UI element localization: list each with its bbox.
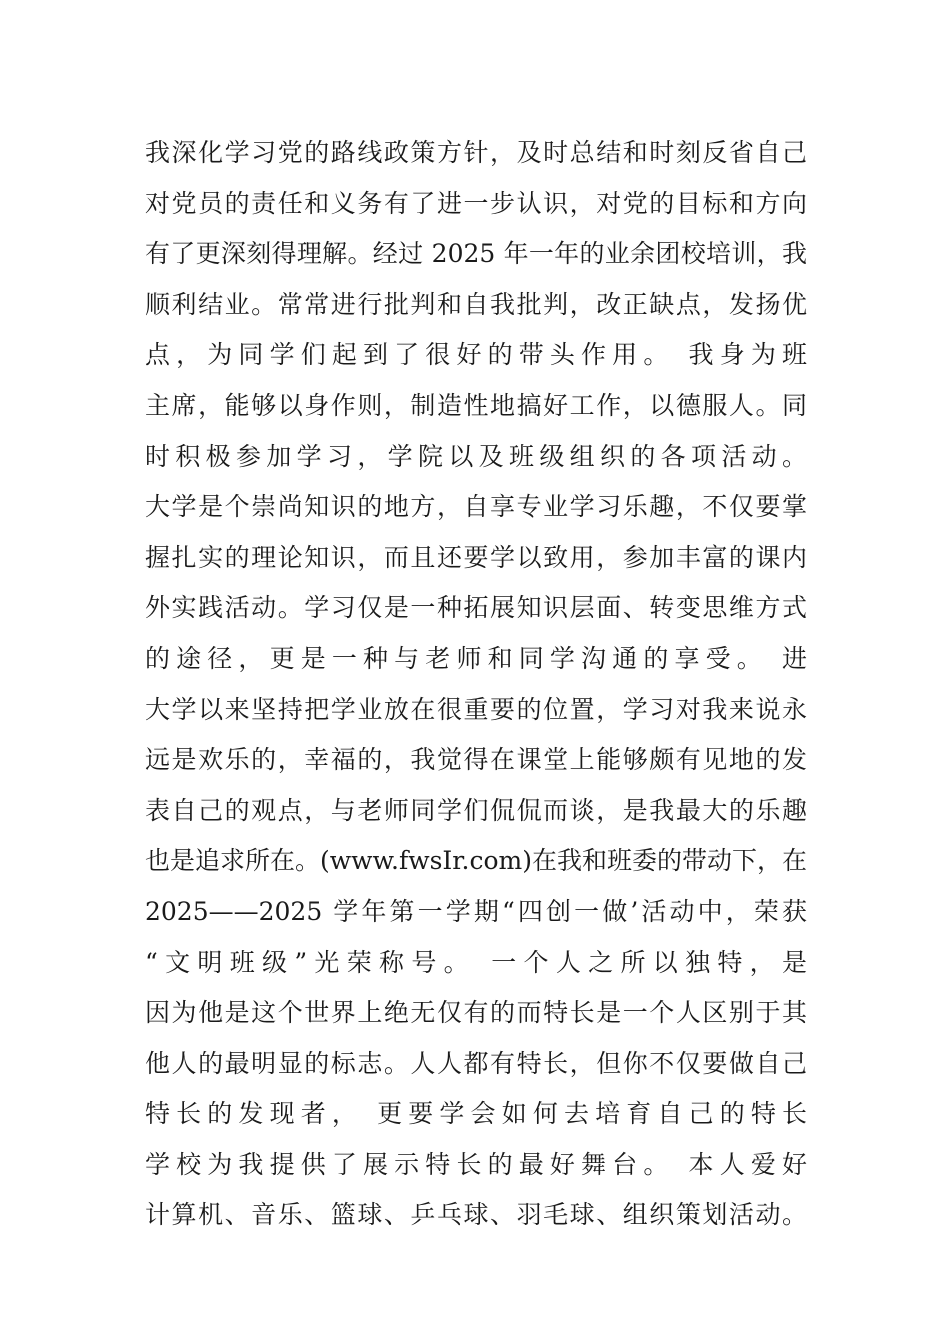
text-line: 顺利结业。常常进行批判和自我批判，改正缺点，发扬优 bbox=[145, 289, 807, 319]
text-line: 大学以来坚持把学业放在很重要的位置，学习对我来说永 bbox=[145, 694, 807, 724]
text-line: 因为他是这个世界上绝无仅有的而特长是一个人区别于其 bbox=[145, 998, 807, 1028]
text-line: 点，为同学们起到了很好的带头作用。 我身为班 bbox=[145, 340, 807, 370]
text-line: 握扎实的理论知识，而且还要学以致用，参加丰富的课内 bbox=[145, 542, 807, 572]
text-line: 主席，能够以身作则，制造性地搞好工作，以德服人。同 bbox=[145, 390, 807, 420]
text-line: 外实践活动。学习仅是一种拓展知识层面、转变思维方式 bbox=[145, 593, 807, 623]
body-text bbox=[145, 128, 807, 1241]
text-line: “文明班级”光荣称号。 一个人之所以独特，是 bbox=[145, 947, 807, 977]
text-line: 也是追求所在。(www.fwsIr.com)在我和班委的带动下，在 bbox=[145, 846, 807, 876]
text-line: 对党员的责任和义务有了进一步认识，对党的目标和方向 bbox=[145, 188, 807, 218]
text-line: 的途径，更是一种与老师和同学沟通的享受。 进 bbox=[145, 643, 807, 673]
text-line: 大学是个崇尚知识的地方，自享专业学习乐趣，不仅要掌 bbox=[145, 492, 807, 522]
text-line: 学校为我提供了展示特长的最好舞台。 本人爱好 bbox=[145, 1149, 807, 1179]
text-line: 2025——2025 学年第一学期“四创一做’活动中，荣获 bbox=[145, 896, 807, 926]
text-line: 我深化学习党的路线政策方针，及时总结和时刻反省自己 bbox=[145, 138, 807, 167]
text-line: 有了更深刻得理解。经过 2025 年一年的业余团校培训，我 bbox=[145, 239, 807, 269]
text-line: 表自己的观点，与老师同学们侃侃而谈，是我最大的乐趣 bbox=[145, 795, 807, 825]
text-line: 计算机、音乐、篮球、乒乓球、羽毛球、组织策划活动。 bbox=[145, 1200, 807, 1230]
text-line: 他人的最明显的标志。人人都有特长，但你不仅要做自己 bbox=[145, 1048, 807, 1078]
text-line: 特长的发现者， 更要学会如何去培育自己的特长 bbox=[145, 1099, 807, 1129]
text-line: 远是欢乐的，幸福的，我觉得在课堂上能够颇有见地的发 bbox=[145, 745, 807, 775]
text-line: 时积极参加学习，学院以及班级组织的各项活动。 bbox=[145, 441, 807, 471]
